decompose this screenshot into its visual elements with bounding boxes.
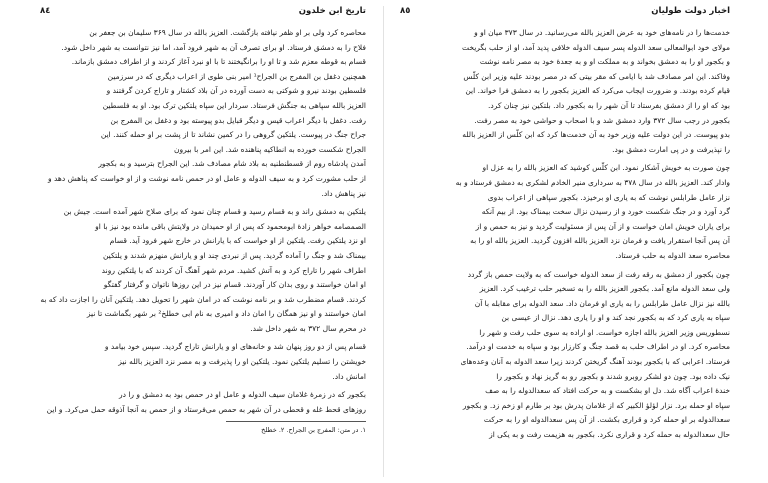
text-line: جراح جنگ در پیوست. یلتکین گروهی را در کمین نشاند تا از پشت بر او حمله کنند. این [100, 130, 366, 140]
text-line: گرد آورد و در جنگ شکست خورد و از رسیدن نزال سخت بیمناک بود. از بیم آنکه [481, 207, 730, 217]
text-line: و بکجور او را به دمشق بخواند و به مملکت او و به جعدهٔ خود به مصر نامه نوشت [479, 57, 730, 67]
text-line: نسطوریس وزیر العزیز بالله اجازه خواست. او اراده به سوی حلب رفت و شهر را [479, 327, 730, 337]
text-line: امانش داد. [332, 371, 366, 381]
right-page-number: ٨٥ [400, 6, 411, 16]
text-line: یلتکین به دمشق راند و به قسام رسید و قسام چنان نمود که برای صلاح شهر آمده است. جیش بن [63, 207, 366, 217]
text-line: فلاح را به دمشق فرستاد. او برای تصرف آن به شهر فرود آمد، اما نیز نتوانست به شهر داخل شود. [61, 42, 366, 52]
footnote-rule [226, 421, 366, 422]
text-line: امان خواستند و او نیز همگان را امان داد و امیری به نام ابی خطلخ² بر شهر بگماشت تا نیز [86, 309, 366, 319]
left-paragraph-3 [40, 340, 366, 384]
text-line: خویشتن را تسلیم یلتکین نمود. یلتکین او را پذیرفت و به مصر نزد العزیز بالله نیز [118, 357, 366, 367]
text-line: حال سعدالدوله به حمله کرد و قراری نکرد. بکجور به هزیمت رفت و به یکی از [489, 430, 730, 440]
text-line: بدو پیوست. در این دولت علیه وزیر خود به آن خدمت‌ها کرد که ابن کلّس از العزیز بالله [462, 130, 730, 140]
text-line: اطراف شهر را تاراج کرد و به آتش کشید. مردم شهر آهنگ آن کردند که با یلتکین روند [101, 265, 366, 275]
text-line: خدمت‌ها را در نامه‌های خود به عرض العزیز بالله می‌رسانید. در سال ۳۷۳ میان او و [474, 28, 730, 37]
text-line: نیک داده بود. چون دو لشکر روبرو شدند و بکجور رو به گریز نهاد و بکجور را [496, 371, 730, 381]
book-gutter [383, 6, 384, 477]
text-line: همچنین دغفل بن المفرج بن الجراح¹ امیر بنی طوی از اعراب دیگری که در سرزمین [107, 71, 366, 81]
text-line: الصمصامه خواهر زادهٔ ابومحمود که پس از او حمیدان در ولایتش باقی مانده بود نیز با او [95, 221, 366, 231]
left-paragraph-4 [40, 388, 366, 417]
text-line: قسام پس از دو روز پنهان شد و خانه‌های او و یارانش تاراج گردید. سپس خود بیامد و [104, 342, 366, 352]
text-line: بود که او را از دمشق بفرستاد تا آن شهر را به بکجور داد. بلتکین نیز چنان کرد. [488, 100, 730, 110]
text-line: محاصره سعد الدوله به حلب فرستاد. [615, 250, 730, 260]
text-line: سپاه به یاری کرد که به بکجور نجد کند و او را یاری دهد. نزال از عیسی بن [501, 313, 730, 323]
text-line: ولی سعد الدوله مانع آمد. بکجور العزیز بالله را به تسخیر حلب ترغیب کرد. العزیز [479, 284, 730, 294]
left-page-header [40, 6, 366, 22]
text-line: قیام کرده بودند. و ضرورت ایجاب می‌کرد که العزیز بکجور را به دمشق فرا خواند. این [465, 86, 730, 96]
text-line: محاصره کرد. او در اطراف حلب به قصد جنگ و کارزار بود و سپاه به خدمت او درآمد. [466, 342, 730, 352]
text-line: الجراح شکست خورده به انطاکیه پناهنده شد. این امر با بیرون [173, 144, 366, 154]
text-line: نزار عامل طرابلس نوشت که به یاری او برخیزد. بکجور سپاهی از اعراب بدوی [487, 192, 730, 202]
text-line: مولای خود ابوالمعالی سعد الدوله پسر سیف الدوله خلافی پدید آمد، او از حلب بگریخت [461, 42, 730, 52]
right-page-body [400, 26, 730, 443]
left-paragraph-2 [40, 205, 366, 336]
text-line: برای یاران خویش امان خواست و از آن پس از مسئولیت گردید و نیز به حمص و از [475, 221, 730, 231]
text-line: را نپذیرفت و در پی امارت دمشق بود. [612, 144, 730, 154]
text-line: آن پس آنجا استقرار یافت و فرمان نزد العزیز بالله افزون گردید. العزیز بالله او را به [470, 236, 730, 246]
left-page-number: ٨٤ [40, 6, 51, 16]
text-line: رفت. دغفل با دیگر اعراب قیس و دیگر قبایل بدو پیوسته بود و دغفل بن المفرج بن [110, 115, 366, 125]
text-line: قسام به قوطه معزم شد و تا او را برانگیختند تا با او نبرد آغاز کردند و از اطراف دمشق بازماند. [71, 57, 366, 67]
text-line: او نزد یلتکین رفت. یلتکین از او خواست که با یارانش در خارج شهر فرود آید. قسام [109, 236, 366, 246]
text-line: وادار کند. العزیز بالله در سال ۳۷۸ به سرداری منیر الخادم لشکری به دمشق فرستاد و به [455, 177, 730, 187]
text-line: بیمناک شد و جنگ را آماده گردید. پس از نبردی چند او و یارانش منهزم شدند و یلتکین [102, 250, 366, 260]
text-line: در محرم سال ۳۷۲ به شهر داخل شد. [250, 323, 366, 333]
text-line: سعدالدوله بر او حمله کرد و قراری بکشت. از آن پس سعدالدوله او را به حرکت [483, 415, 730, 425]
right-page [400, 6, 730, 476]
right-paragraph-2 [400, 161, 730, 263]
text-line: العزیز بالله سپاهی به جنگش فرستاد. سردار این سپاه یلتکین ترک بود. او به فلسطین [102, 100, 366, 110]
text-line: فرستاد. اعرابی که با بکجور بودند آهنگ گریختن کردند زیرا سعد الدوله به آنان وعده‌های [460, 357, 730, 367]
left-running-title: تاريخ ابن خلدون [298, 6, 366, 16]
text-line: چون صورت به خویش آشکار نمود. ابن کلّس کوشید که العزیز بالله را به عزل او [482, 163, 730, 173]
left-page-body [40, 26, 366, 435]
right-paragraph-1 [400, 26, 730, 157]
left-paragraph-1 [40, 26, 366, 201]
right-paragraph-3 [400, 268, 730, 443]
text-line: روزهای قحط غله و قحطی در آن شهر به حمص می‌فرستاد و از حمص به آنجا آذوقه حمل می‌کرد. و این [46, 404, 366, 414]
right-running-title: اخبار دولت طولیان [651, 6, 730, 16]
text-line: بالله نیز نزال عامل طرابلس را به یاری او فرمان داد. سعد الدوله برای مقابله با آن [474, 298, 730, 308]
text-line: نیز پناهش داد. [321, 188, 366, 198]
text-line: بکجور که در زمرهٔ غلامان سیف الدوله و عامل او در حمص بود به دمشق و را در [118, 390, 366, 400]
text-line: آمدن پادشاه روم از قسطنطنیه به بلاد شام مصادف شد. این الجراح بترسید و به بکجور [98, 159, 366, 169]
text-line: او امان خواستند و روی بدان کار آوردند. قسام نیز در این روزها ناتوان و گرفتار گفتگو [103, 280, 366, 290]
text-line: از حلب مشورت کرد و به سیف الدوله و عامل او در حمص نامه نوشت و از او خواست که پناهش دهد و [47, 173, 366, 183]
left-page [40, 6, 366, 476]
text-line: بکجور در رجب سال ۳۷۲ وارد دمشق شد و با اصحاب و حواشی خود به مصر رفت. [474, 115, 730, 125]
text-line: خندهٔ اعراب آگاه شد. دل او بشکست و به حرکت افتاد که سعدالدوله را به صف [485, 386, 730, 396]
text-line: وفاکند. این امر مصادف شد با ایامی که مقر بیتی که در مصر بودند علیه وزیر ابن کلّس [463, 71, 730, 81]
text-line: سپاه او حمله برد. نزار لؤلؤ الکبیر که از غلامان پدرش بود بر طارم او زخم زد. و بکجور [462, 400, 730, 410]
text-line: فلسطین بودند نیرو و شوکتی به دست آورده در آن بلاد کشتار و تاراج کردن گرفتند و [106, 86, 366, 96]
text-line: چون بکجور از دمشق به رقه رفت از سعد الدوله خواست که به ولایت حمص باز گردد [467, 269, 730, 279]
text-line: کردند. قسام مضطرب شد و بر نامه نوشت که در امان شهر را تحویل دهد. یلتکین آنان را اجازت داد که به [40, 294, 366, 304]
footnotes: ١. در متن: المفرج بن الجراح. ٢. خطلخ [261, 426, 366, 435]
right-page-header [400, 6, 730, 22]
text-line: محاصره کرد ولی بر او ظفر نیافته بازگشت. العزیز بالله در سال ۳۶۹ سلیمان بن جعفر بن [89, 28, 366, 37]
